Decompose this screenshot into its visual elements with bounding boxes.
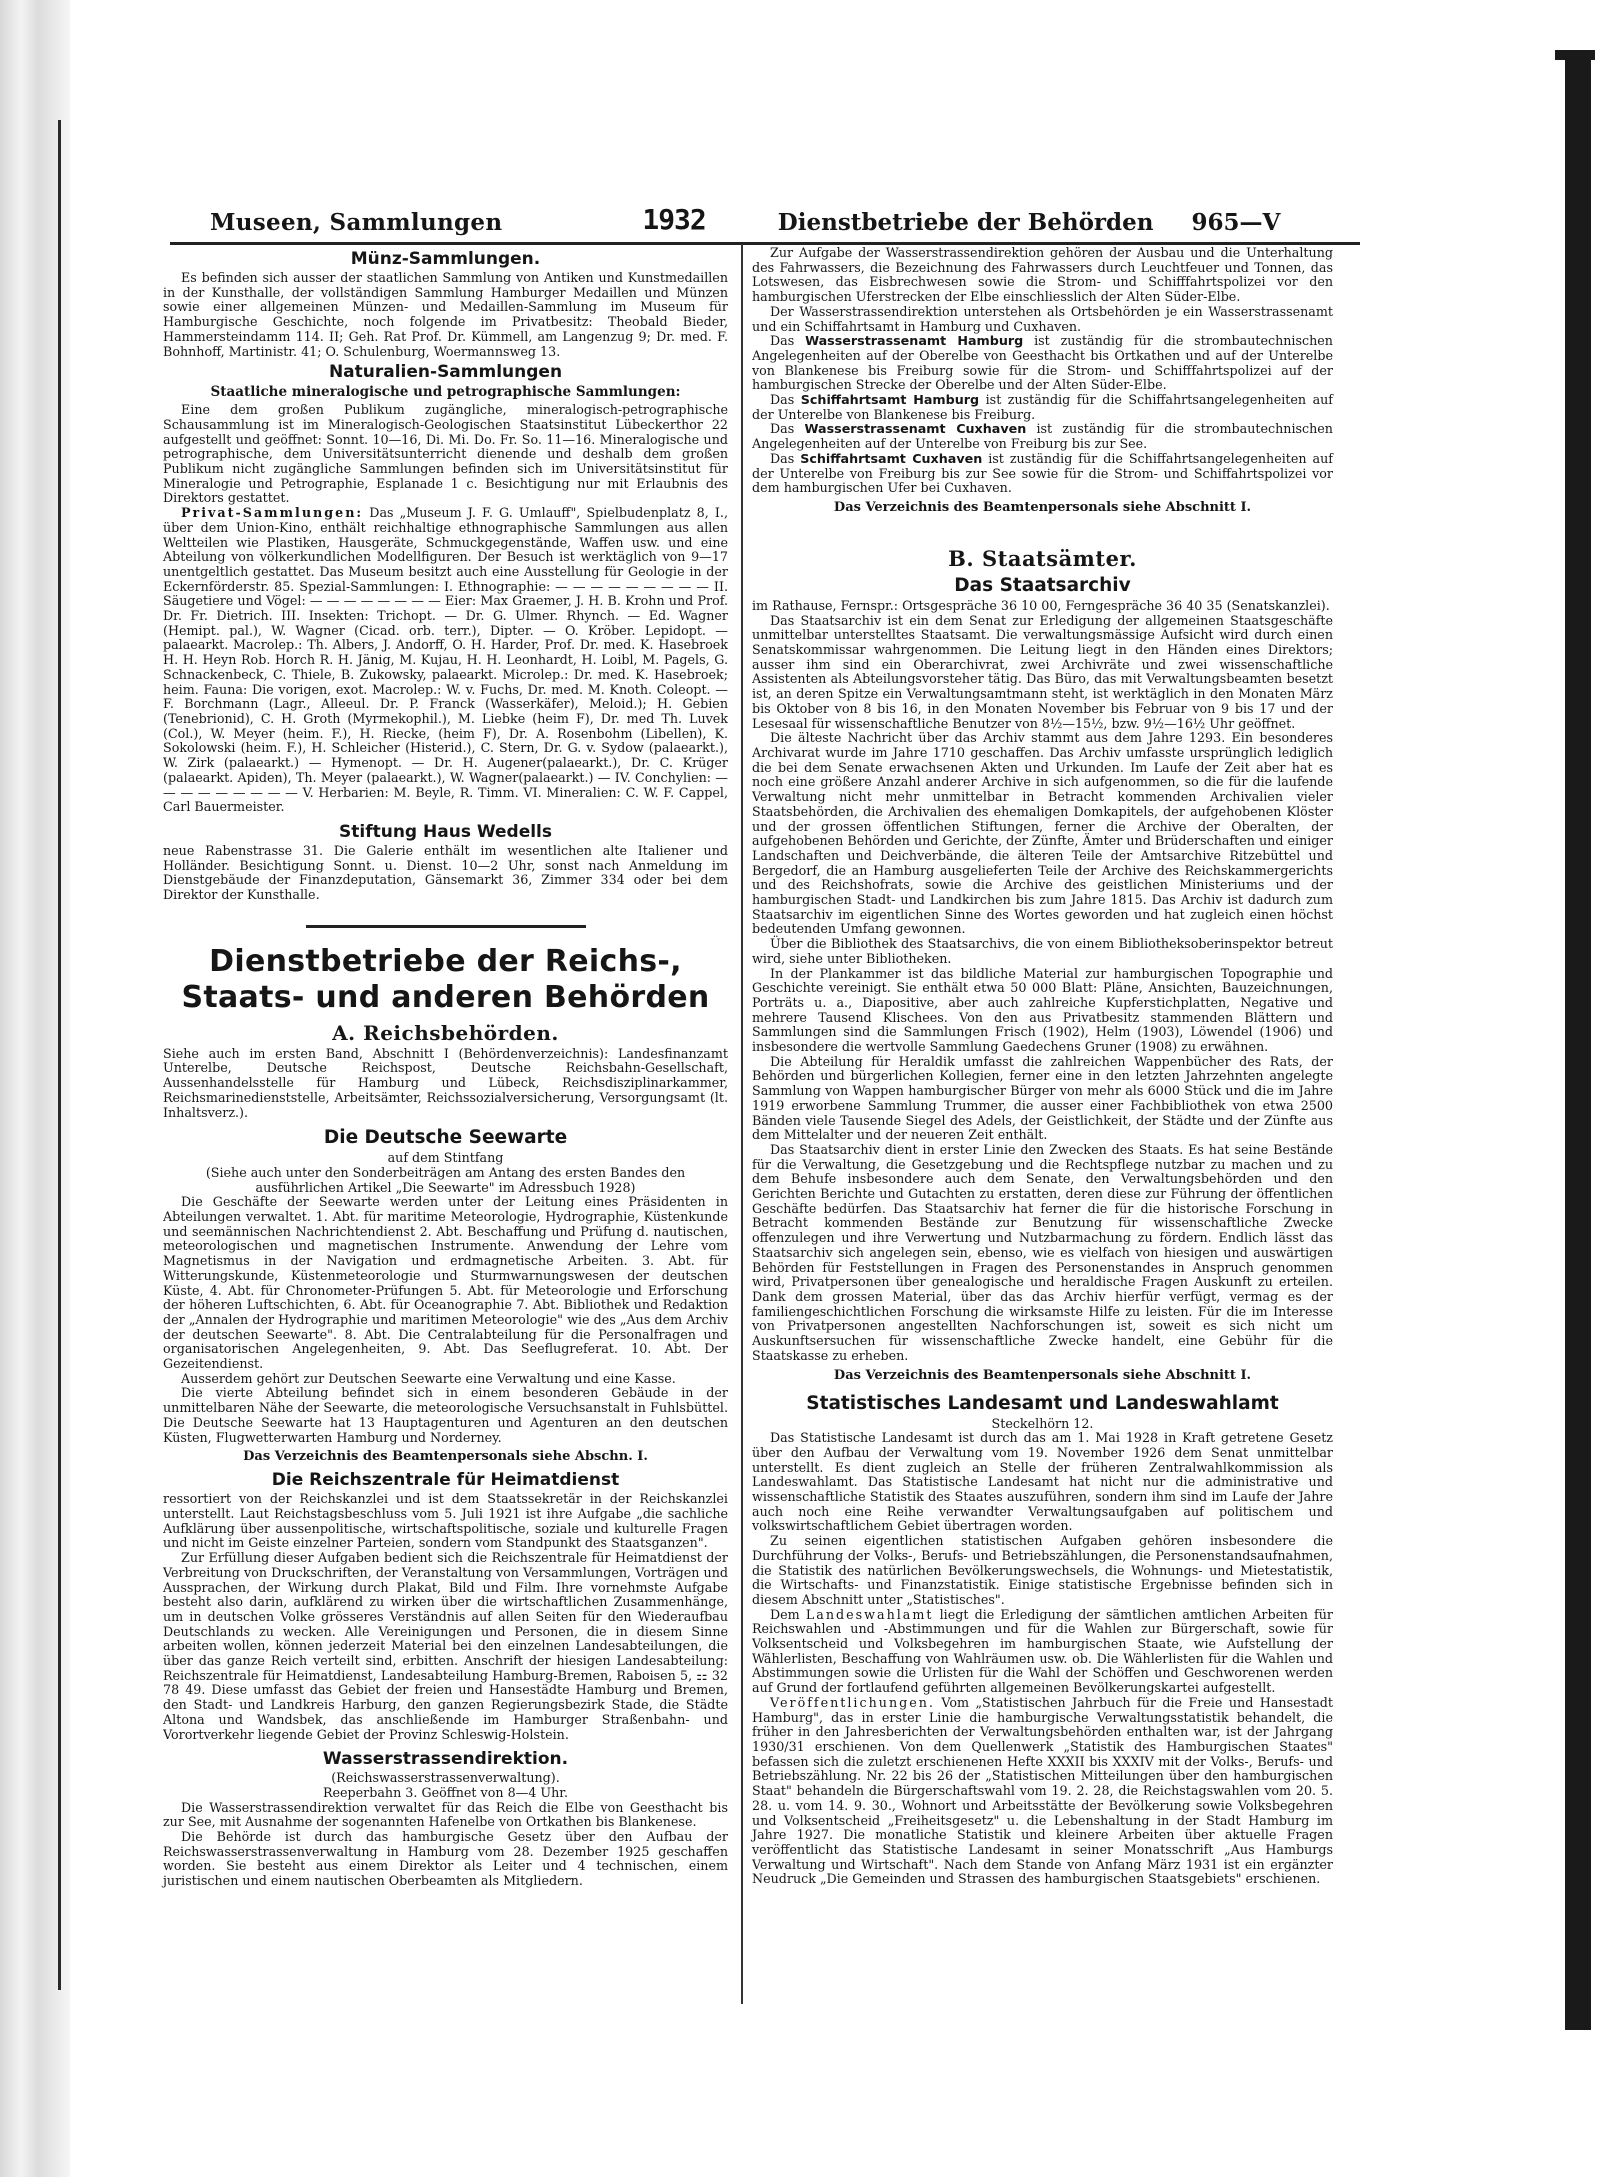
section-title-naturalien: Naturalien-Sammlungen [328, 362, 563, 383]
section-title-staatsarchiv: Das Staatsarchiv [954, 574, 1131, 596]
paragraph: Zur Aufgabe der Wasserstrassendirektion gehören der Ausbau und die Unterhaltung des Fahrwassers, die Bezeichnung des Fahrwassers durch Leuchtfeuer und Tonnen, das Lotswesen, das Eisbrechwesen sowie die Strom- und Schifffahrtspolizei vor den hamburgischen Uferstrecken der Elbe einschliesslich der Alten Süder-Elbe. [752, 245, 1333, 305]
subtitle: Steckelhörn 12. [991, 1415, 1094, 1431]
inline-spaced: Landeswahlamt [805, 1606, 934, 1622]
inline-text: Das „Museum J. F. G. Umlauff", Spielbudenplatz 8, I., über dem Union-Kino, enthält reichhaltige ethnographische Sammlungen aus allen Weltteilen wie Plastiken, Hausgeräte, Schmuckgegenstände, Waffen usw. und eine Abteilung von völkerkundlichen Modellfiguren. Der Besuch ist werktäglich von 9—17 unentgeltlich gestattet. Das Museum besitzt auch eine Ausstellung für Geologie in der Eckernförderstr. 85. Spezial-Sammlungen: I. Ethnographie: — — — — — — — — — II. Säugetiere und Vögel: — — — — — — — — Eier: Max Graemer, J. H. B. Krohn und Prof. Dr. Fr. Dietrich. III. Insekten: Trichopt. — Dr. G. Ulmer. Rhynch. — Ed. Wagner (Hemipt. pal.), W. Wagner (Cicad. orb. terr.), Dipter. — O. Kröber. Lepidopt. — palaearkt. Macrolep.: Th. Albers, J. Andorff, O. H. Harder, Prof. Dr. med. K. Hasebroek H. H. Heyn Rob. Horch R. H. Jänig, M. Kujau, H. H. Leonhardt, H. Loibl, M. Pagels, G. Schnackenbeck, C. Thiele, B. Zukowsky, palaearkt. Microlep.: Dr. med. K. Hasebroek; heim. Fauna: Die vorigen, exot. Macrolep.: W. v. Fuchs, Dr. med. M. Knoth. Coleopt. — F. Borchmann (Lagr., Alleeul. Dr. P. Franck (Wasserkäfer), Meloid.); H. Gebien (Tenebrionid), C. H. Groth (Myrmekophil.), M. Liebke (heim F), Dr. med Th. Luvek (Col.), W. Meyer (heim. F.), H. Riecke, (heim F), Dr. A. Rosenbohm (Libellen), K. Sokolowski (heim. F.), H. Schleicher (Histerid.), C. Stern, Dr. G. v. Sydow (palaearkt.), W. Zirk (palaearkt.) — Hymenopt. — Dr. H. Augener(palaearkt.), Dr. C. Krüger (palaearkt. Apiden), Th. Meyer (palaearkt.), W. Wagner(palaearkt.) — IV. Conchylien: — — — — — — — — — V. Herbarien: M. Beyle, R. Timm. VI. Mineralien: C. W. F. Cappel, Carl Bauermeister. [163, 505, 728, 815]
subtitle-note: (Siehe auch unter den Sonderbeiträgen am Antang des ersten Bandes den ausführlichen Artikel „Die Seewarte" im Adressbuch 1928) [205, 1164, 686, 1195]
paragraph: Die Geschäfte der Seewarte werden unter der Leitung eines Präsidenten in Abteilungen verwaltet. 1. Abt. für maritime Meteorologie, Hydrographie, Küstenkunde und seemännischen Nachrichtendienst 2. Abt. Beschaffung und Prüfung d. nautischen, meteorologischen und magnetischen Instrumente. Anwendung der Lehre vom Magnetismus in der Navigation und erdmagnetische Arbeiten. 3. Abt. für Witterungskunde, Küstenmeteorologie und Sturmwarnungswesen der deutschen Küste, 4. Abt. für Chronometer-Prüfungen 5. Abt. für Meteorologie und Erforschung der höheren Luftschichten, 6. Abt. für Oceanographie 7. Abt. Bibliothek und Redaktion der „Annalen der Hydrographie und maritimen Meteorologie" wie des „Aus dem Archiv der deutschen Seewarte". 8. Abt. Die Centralabteilung für die Personalfragen und organisatorischen Angelegenheiten, 9. Abt. Das Seeflugreferat. 10. Abt. Der Gezeitendienst. [163, 1194, 728, 1372]
paragraph: Das Staatsarchiv dient in erster Linie den Zwecken des Staats. Es hat seine Bestände für die Verwaltung, die Gesetzgebung und die Rechtspflege nutzbar zu machen und zu dem Behufe insbesondere auch dem Senate, den Verwaltungsbehörden und den Gerichten Berichte und Gutachten zu erstatten, deren diese zur Führung der öffentlichen Geschäfte bedürfen. Das Staatsarchiv hat ferner die für die historische Forschung in Betracht kommenden Bestände zur Benutzung für wissenschaftliche Zwecke offenzulegen und ihre Verwertung und Nutzbarmachung zu fördern. Endlich lässt das Staatsarchiv sich angelegen sein, ebenso, wie es vielfach von hiesigen und auswärtigen Behörden für Feststellungen in Fragen des Personenstandes in Anspruch genommen wird, Privatpersonen über genealogische und heraldische Fragen Auskunft zu erteilen. Dank dem grossen Material, über das das Archiv hierfür verfügt, vermag es der familiengeschichtlichen Forschung die wirksamste Hilfe zu leisten. Für die im Interesse von Privatpersonen angestellten Nachforschungen ist, soweit es sich nicht um Auskunftsersuchen für wissenschaftliche Zwecke handelt, eine Gebühr für die Staatskasse zu erheben. [752, 1141, 1333, 1363]
address-line: im Rathause, Fernspr.: Ortsgespräche 36 10 00, Ferngespräche 36 40 35 (Senatskanzlei). [752, 597, 1330, 613]
paragraph: ressortiert von der Reichskanzlei und ist dem Staatssekretär in der Reichskanzlei unterstellt. Laut Reichstagsbeschluss vom 5. Juli 1921 ist ihre Aufgabe „die sachliche Aufklärung über aussenpolitische, wirtschaftspolitische, soziale und kulturelle Fragen und nicht im Geiste einzelner Parteien, sondern vom Standpunkt des Staatsganzen". [163, 1491, 728, 1551]
paragraph: Über die Bibliothek des Staatsarchivs, die von einem Bibliotheksoberinspektor betreut wird, siehe unter Bibliotheken. [752, 936, 1333, 966]
inline-spaced: Veröffentlichungen. [770, 1694, 935, 1710]
inline-text: Dem [770, 1606, 800, 1622]
paragraph: Die Abteilung für Heraldik umfasst die zahlreichen Wappenbücher des Rats, der Behörden und bürgerlichen Kollegien, ferner eine in den letzten Jahrzehnten angelegte Sammlung von Wappen hamburgischer Bürger von mehr als 6000 Stück und die im Jahre 1919 erworbene Sammlung Trummer, die ausser einer Fachbibliothek von etwa 2500 Bänden viele Tausende Siegel des Adels, der Geistlichkeit, der Städte und der Zünfte aus dem Mittelalter und der neueren Zeit enthält. [752, 1053, 1333, 1143]
inline-bold: Wasserstrassenamt Cuxhaven [804, 421, 1027, 437]
paragraph: Eine dem großen Publikum zugängliche, mineralogisch-petrographische Schausammlung ist im Mineralogisch-Geologischen Staatsinstitut Lübeckerthor 22 aufgestellt und geöffnet: Sonnt. 10—16, Di. Mi. Do. Fr. So. 11—16. Mineralogische und petrographische, dem Universitätsunterricht dienende und deshalb dem großen Publikum nicht zugängliche Sammlungen befinden sich im Universitätsinstitut für Mineralogie und Petrographie, Esplanade 1 c. Besichtigung nur mit Erlaubnis des Direktors gestattet. [163, 402, 728, 506]
paragraph: Die vierte Abteilung befindet sich in einem besonderen Gebäude in der unmittelbaren Nähe der Seewarte, die meteorologische Versuchsanstalt in Fuhlsbüttel. Die Deutsche Seewarte hat 13 Hauptagenturen und Agenturen an den deutschen Küsten, Flugwetterwarten Hamburg und Norderney. [163, 1385, 728, 1445]
right-column [752, 246, 1333, 1887]
inline-text: Das [770, 450, 795, 466]
personnel-note: Das Verzeichnis des Beamtenpersonals siehe Abschnitt I. [833, 499, 1252, 515]
main-title-line2: Staats- und anderen Behörden [181, 979, 710, 1015]
subtitle: auf dem Stintfang [387, 1150, 504, 1166]
inline-label: Privat-Sammlungen: [181, 505, 364, 521]
paragraph [752, 1608, 1333, 1696]
subsection-title: Staatliche mineralogische und petrographische Sammlungen: [210, 384, 681, 401]
inline-bold: Wasserstrassenamt Hamburg [805, 333, 1024, 349]
inline-text: ist zuständig für die Schiffahrtsangelegenheiten auf der Unterelbe von Freiburg bis zur See sowie für die Strom- und Schiffahrtspolizei vor dem hamburgischen Ufer bei Cuxhaven. [752, 450, 1333, 496]
paragraph: Die älteste Nachricht über das Archiv stammt aus dem Jahre 1293. Ein besonderes Archivarat wurde im Jahre 1710 geschaffen. Das Archiv umfasste ursprünglich lediglich die bei dem Senate erwachsenen Akten und Urkunden. Im Laufe der Zeit aber hat es noch eine größere Anzahl anderer Archive in sich aufgenommen, so die für die laufende Verwaltung nicht mehr unmittelbar in Betracht kommenden Archivalien vieler Staatsbehörden, die Archivalien des ehemaligen Domkapitels, der aufgehobenen Klöster und der grossen öffentlichen Stiftungen, ferner die Archive der Oberalten, der aufgehobenen Behörden und Gerichte, der Zünfte, Ämter und Brüderschaften und einiger Landschaften und Deichverbände, die älteren Teile der Amtsarchive Ritzebüttel und Bergedorf, die an Hamburg ausgelieferten Teile der Archive des Reichskammergerichts und des Reichshofrats, sowie die Archive des geistlichen Ministeriums und der hamburgischen Stadt- und Landkirchen bis zum Jahre 1815. Das Archiv ist dadurch zum Staatsarchiv im eigentlichen Sinne des Wortes geworden und hat zugleich einen höchst bedeutenden Umfang gewonnen. [752, 730, 1333, 937]
paragraph: Der Wasserstrassendirektion unterstehen als Ortsbehörden je ein Wasserstrassenamt und ein Schiffahrtsamt in Hamburg und Cuxhaven. [752, 303, 1333, 334]
section-divider [306, 925, 586, 928]
subtitle: (Reichswasserstrassenverwaltung). [331, 1770, 560, 1786]
paragraph [752, 422, 1333, 451]
paragraph: Siehe auch im ersten Band, Abschnitt I (Behördenverzeichnis): Landesfinanzamt Unterelbe, Deutsche Reichspost, Deutsche Reichsbahn-Gesellschaft, Aussenhandelsstelle für Hamburg und Lübeck, Reichsdisziplinarkammer, Reichsmarinedienststelle, Arbeitsämter, Reichssozialversicherung, Versorgungsamt (lt. Inhaltsverz.). [163, 1045, 728, 1120]
paragraph: neue Rabenstrasse 31. Die Galerie enthält im wesentlichen alte Italiener und Holländer. Besichtigung Sonnt. u. Dienst. 10—2 Uhr, sonst nach Anmeldung im Dienstgebäude der Finanzdeputation, Gänsemarkt 36, Zimmer 334 oder bei dem Direktor der Kunsthalle. [163, 842, 728, 903]
paragraph: Zur Erfüllung dieser Aufgaben bedient sich die Reichszentrale für Heimatdienst der Verbreitung von Druckschriften, der Veranstaltung von Versammlungen, Vorträgen und Aussprachen, der Wirkung durch Plakat, Bild und Film. Ihre vornehmste Aufgabe besteht also darin, aufklärend zu wirken über die wirtschaftlichen Zusammenhänge, um in deutschen Volke grösseres Verständnis auf allen Seiten für den Wiederaufbau Deutschlands zu wecken. Alle Vereinigungen und Personen, die in diesem Sinne arbeiten wollen, können jederzeit Material bei den einzelnen Landesabteilungen, die über das ganze Reich verteilt sind, erbitten. Anschrift der hiesigen Landesabteilung: Reichszentrale für Heimatdienst, Landesabteilung Hamburg-Bremen, Raboisen 5, ⚏ 32 78 49. Diese umfasst das Gebiet der freien und Hansestädte Hamburg und Bremen, den Stadt- und Landkreis Harburg, den ganzen Regierungsbezirk Stade, die Städte Altona und Wandsbek, das anschließende im Hamburger Straßenbahn- und Vorortverkehr liegende Gebiet der Provinz Schleswig-Holstein. [163, 1550, 728, 1742]
paragraph: Das Staatsarchiv ist ein dem Senat zur Erledigung der allgemeinen Staatsgeschäfte unmittelbar unterstelltes Staatsamt. Die verwaltungsmässige Aufsicht wird durch einen Senatskommissar wahrgenommen. Die Leitung liegt in den Händen eines Direktors; ausser ihm sind ein Oberarchivrat, zwei Archivräte und zwei wissenschaftliche Assistenten als Abteilungsvorsteher tätig. Das Büro, das mit Verwaltungsbeamten besetzt ist, an deren Spitze ein Verwaltungsamtmann steht, ist werktäglich in den Monaten März bis Oktober von 8 bis 16, in den Monaten November bis Februar von 9 bis 17 und der Lesesaal für wissenschaftliche Benutzer von 8½—15½, bzw. 9½—16½ Uhr geöffnet. [752, 612, 1333, 731]
page-edge [1565, 50, 1591, 2030]
paragraph [752, 393, 1333, 422]
paragraph: Die Behörde ist durch das hamburgische Gesetz über den Aufbau der Reichswasserstrassenverwaltung in Hamburg vom 28. Dezember 1925 geschaffen worden. Sie besteht aus einem Direktor als Leiter und 4 technischen, einem juristischen und einem nautischen Oberbeamten als Mitgliedern. [163, 1829, 728, 1889]
inline-text: Das [770, 392, 795, 408]
inline-bold: Schiffahrtsamt Cuxhaven [800, 450, 983, 466]
binding-rule [58, 120, 61, 1990]
inline-bold: Schiffahrtsamt Hamburg [800, 392, 980, 408]
header-right: Dienstbetriebe der Behörden [777, 209, 1154, 236]
header-year: 1932 [642, 203, 706, 236]
subtitle: Reeperbahn 3. Geöffnet von 8—4 Uhr. [322, 1784, 568, 1800]
paragraph: In der Plankammer ist das bildliche Material zur hamburgischen Topographie und Geschichte vereinigt. Sie enthält etwa 50 000 Blatt: Pläne, Ansichten, Bauzeichnungen, Porträts u. a., Diapositive, aber auch zahlreiche Kupferstichplatten, Negative und mehrere Tausend Klischees. Von den aus Privatbesitz stammenden Blättern und Sammlungen sind die Sammlungen Frisch (1902), Helm (1903), Löwendel (1906) und insbesondere die wertvolle Sammlung Gaedechens Gruner (1908) zu erwähnen. [752, 965, 1333, 1055]
section-title-wedells: Stiftung Haus Wedells [339, 821, 552, 842]
header-page: 965—V [1191, 209, 1281, 236]
main-title-line1: Dienstbetriebe der Reichs-, [209, 943, 682, 979]
inline-text: ist zuständig für die strombautechnischen Angelegenheiten auf der Oberelbe von Geesthacht bis Ortkathen und auf der Unterelbe von Blankenese bis Freiburg sowie für die Strom- und Schifffahrtspolizei auf der hamburgischen Strecke der Oberelbe und der Alten Süder-Elbe. [752, 333, 1333, 393]
paragraph [752, 1696, 1333, 1887]
inline-text: Das [770, 421, 795, 437]
section-title-muenz: Münz-Sammlungen. [350, 249, 541, 269]
inline-text: liegt die Erledigung der sämtlichen amtlichen Arbeiten für Reichswahlen und -Abstimmungen und für die Wahlen zur Bürgerschaft, sowie für Volksentscheid und Volksbegehren im hamburgischen Staate, wie Aufstellung der Wählerlisten, Beschaffung von Wahlräumen usw. ob. Die Wählerlisten für die Wahlen und Abstimmungen sowie die Urlisten für die Wahl der Schöffen und Geschworenen werden auf Grund der fortlaufend geführten allgemeinen Bevölkerungskartei aufgestellt. [752, 1606, 1333, 1696]
section-title-heimatdienst: Die Reichszentrale für Heimatdienst [271, 1470, 620, 1491]
header-left: Museen, Sammlungen [210, 209, 503, 236]
paragraph: Das Statistische Landesamt ist durch das am 1. Mai 1928 in Kraft getretene Gesetz über den Aufbau der Verwaltung vom 19. November 1926 dem Senat unmittelbar unterstellt. Es dient zugleich an Stelle der früheren Zentralwahlkommission als Landeswahlamt. Das Statistische Landesamt hat nicht nur die administrative und wissenschaftliche Statistik des Staates auszuführen, sondern ihm sind im Laufe der Jahre auch noch eine Reihe verwandter Verwaltungsaufgaben auf politischem und volkswirtschaftlichem Gebiet übertragen worden. [752, 1430, 1333, 1534]
personnel-note: Das Verzeichnis des Beamtenpersonals siehe Abschnitt I. [833, 1367, 1252, 1383]
paragraph [752, 334, 1333, 393]
inline-text: Vom „Statistischen Jahrbuch für die Freie und Hansestadt Hamburg", das in erster Linie die hamburgische Verwaltungsstatistik behandelt, die früher in den Jahresberichten der Verwaltungsbehörden enthalten war, ist der Jahrgang 1930/31 erschienen. Von dem Quellenwerk „Statistik des Hamburgischen Staates" befassen sich die zuletzt erschienenen Hefte XXXII bis XXXIV mit der Volks-, Berufs- und Betriebszählung. Nr. 22 bis 26 der „Statistischen Mitteilungen über den hamburgischen Staat" behandeln die Bürgerschaftswahl vom 19. 2. 28, die Reichstagswahlen vom 20. 5. 28. u. vom 14. 9. 30., Wohnort und Arbeitsstätte der Bevölkerung sowie Volksbegehren und Volksentscheid „Freiheitsgesetz" u. die Lebenshaltung in der Stadt Hamburg im Jahre 1927. Die monatliche Statistik und kleinere Arbeiten über aktuelle Fragen veröffentlicht das Statistische Landesamt in seiner Monatsschrift „Aus Hamburgs Verwaltung und Wirtschaft". Nach dem Stande von Anfang März 1931 ist ein ergänzter Neudruck „Die Gemeinden und Strassen des hamburgischen Staatsgebiets" erschienen. [752, 1694, 1333, 1887]
paragraph-privat [163, 506, 728, 815]
column-rule [741, 244, 743, 2004]
running-header [210, 196, 1358, 236]
paragraph: Ausserdem gehört zur Deutschen Seewarte eine Verwaltung und eine Kasse. [181, 1370, 676, 1386]
paragraph: Die Wasserstrassendirektion verwaltet für das Reich die Elbe von Geesthacht bis zur See, mit Ausnahme der sogenannten Hafenelbe von Ortkathen bis Blankenese. [163, 1799, 728, 1830]
inline-text: ist zuständig für die strombautechnischen Angelegenheiten auf der Unterelbe von Freiburg bis zur See. [752, 421, 1333, 452]
personnel-note: Das Verzeichnis des Beamtenpersonals siehe Abschn. I. [243, 1449, 648, 1465]
left-column [163, 246, 728, 1889]
paragraph [752, 452, 1333, 496]
section-title-seewarte: Die Deutsche Seewarte [323, 1127, 568, 1149]
section-title-wasserstrassendirektion: Wasserstrassendirektion. [322, 1749, 569, 1770]
inline-text: ist zuständig für die Schiffahrtsangelegenheiten auf der Unterelbe von Blankenese bis Freiburg. [752, 392, 1333, 422]
inline-text: Das [770, 333, 795, 349]
paragraph: Es befinden sich ausser der staatlichen Sammlung von Antiken und Kunstmedaillen in der Kunsthalle, der vollständigen Sammlung Hamburger Medaillen und Münzen sowie einer allgemeinen Münzen- und Medaillen-Sammlung im Museum für Hamburgische Geschichte, noch folgende im Privatbesitz: Theobald Bieder, Hammersteindamm 114. II; Geh. Rat Prof. Dr. Kümmell, am Langenzug 9; Dr. med. F. Bohnhoff, Martinistr. 41; O. Schulenburg, Woermannsweg 13. [163, 270, 728, 359]
section-title-reichsbehoerden: A. Reichsbehörden. [332, 1020, 559, 1045]
section-title-staatsaemter: B. Staatsämter. [948, 545, 1137, 571]
section-title-statistisches-landesamt: Statistisches Landesamt und Landeswahlamt [806, 1392, 1279, 1414]
paragraph: Zu seinen eigentlichen statistischen Aufgaben gehören insbesondere die Durchführung der Volks-, Berufs- und Betriebszählungen, die Personenstandsaufnahmen, die Statistik des natürlichen Bevölkerungswechsels, die Wohnungs- und Mietestatistik, die Wirtschafts- und Finanzstatistik. Einige statistische Ergebnisse befinden sich in diesem Abschnitt unter „Statistisches". [752, 1533, 1333, 1607]
